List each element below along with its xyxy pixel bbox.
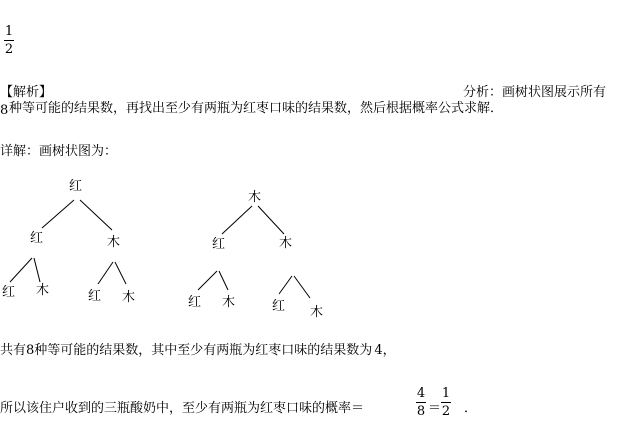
conclusion-total: 8 [26, 343, 35, 358]
tree2-l2-red-b: 红 [272, 299, 286, 314]
final-frac2-num: 1 [441, 386, 451, 401]
analysis-summary-start: 分析：画树状图展示所有 [463, 85, 607, 100]
fraction-bar [416, 402, 426, 403]
final-frac1-den: 8 [416, 404, 426, 419]
tree1-root-red: 红 [69, 179, 83, 194]
final-fraction-2 [441, 387, 451, 418]
tree2-l1-red: 红 [212, 237, 226, 252]
conclusion-line [0, 344, 396, 357]
answer-numerator: 1 [4, 24, 14, 39]
final-prefix: 所以该住户收到的三瓶酸奶中，至少有两瓶为红枣口味的概率＝ [0, 401, 365, 416]
final-frac2-den: 2 [441, 404, 451, 419]
detail-intro: 详解：画树状图为： [0, 144, 118, 159]
tree2-l2-red-a: 红 [188, 295, 202, 310]
conclusion-part1: 共有 [0, 343, 27, 358]
tree1-l2-red-a: 红 [2, 285, 16, 300]
conclusion-favorable: 4 [374, 343, 383, 358]
final-suffix: ． [464, 401, 478, 416]
analysis-summary-line2: 种等可能的结果数，再找出至少有两瓶为红枣口味的结果数，然后根据概率公式求解． [9, 101, 504, 116]
tree1-l2-wood-a: 木 [36, 283, 50, 298]
tree1-l1-red: 红 [30, 231, 44, 246]
tree2-l2-wood-a: 木 [222, 295, 236, 310]
analysis-heading: 【解析】 [0, 85, 53, 100]
tree1-l2-red-b: 红 [88, 289, 102, 304]
analysis-count: 8 [0, 103, 9, 118]
answer-denominator: 2 [4, 42, 14, 57]
tree2-root-wood: 木 [248, 190, 262, 205]
final-frac1-num: 4 [416, 386, 426, 401]
tree1-l2-wood-b: 木 [122, 290, 136, 305]
fraction-bar [441, 402, 451, 403]
conclusion-part3: ， [382, 343, 396, 358]
final-equals: ＝ [428, 401, 442, 416]
tree1-l1-wood: 木 [107, 235, 121, 250]
tree2-l2-wood-b: 木 [310, 305, 324, 320]
final-fraction-1 [416, 387, 426, 418]
tree2-l1-wood: 木 [279, 236, 293, 251]
conclusion-part2: 种等可能的结果数，其中至少有两瓶为红枣口味的结果数为 [34, 343, 373, 358]
